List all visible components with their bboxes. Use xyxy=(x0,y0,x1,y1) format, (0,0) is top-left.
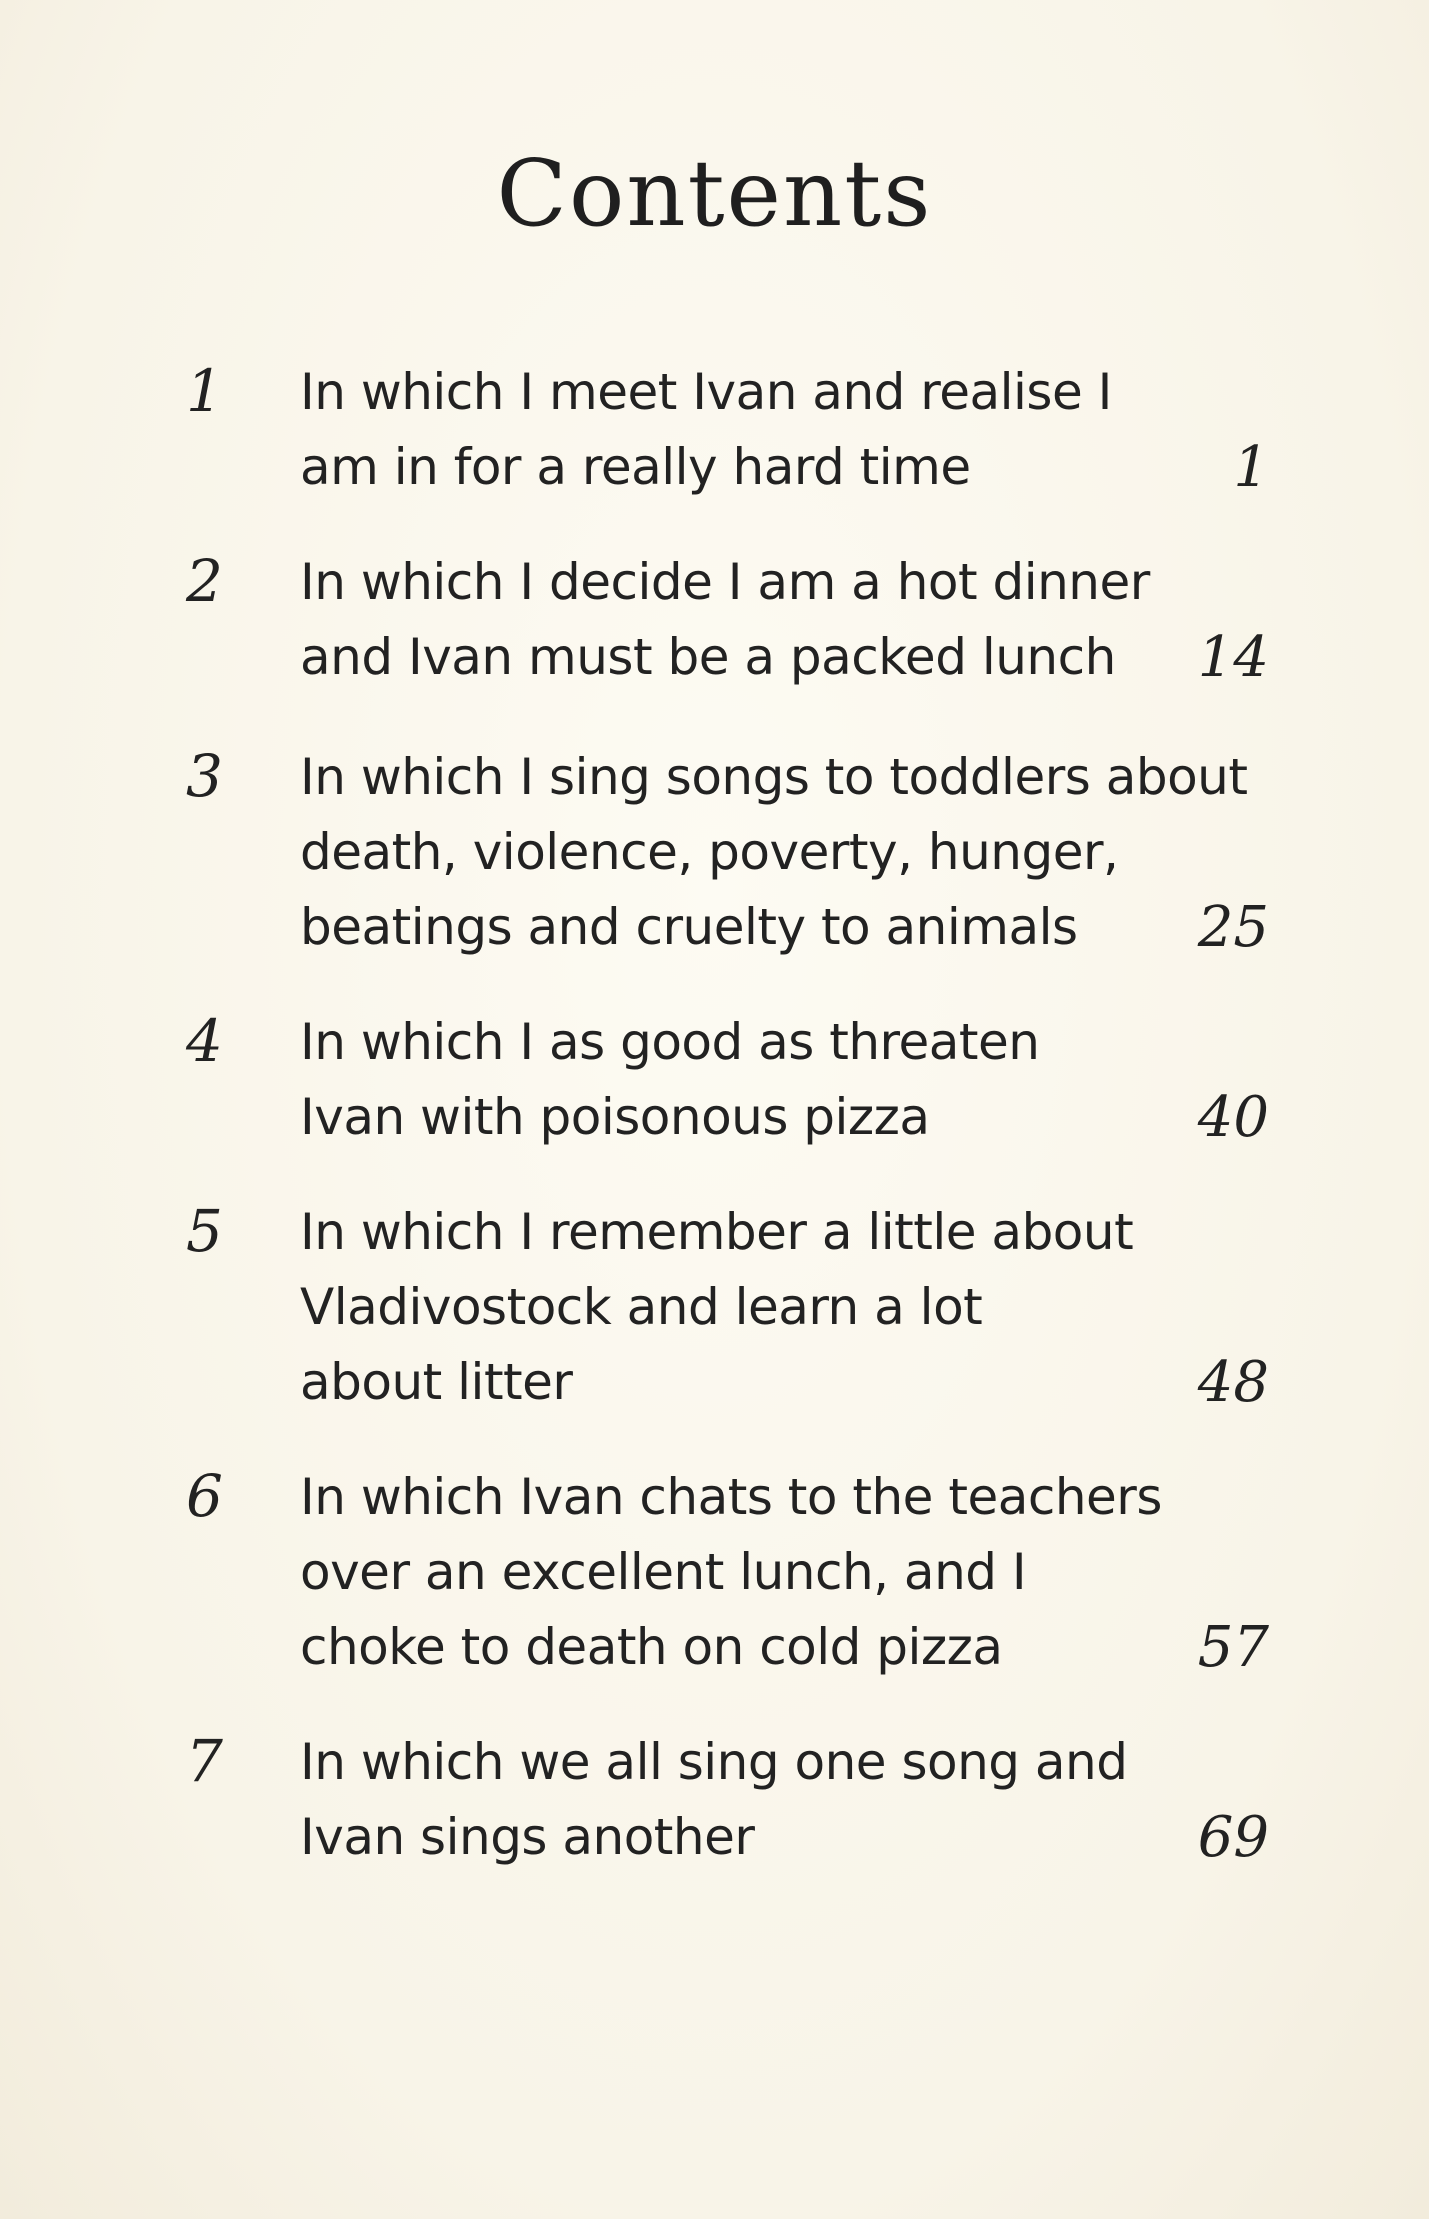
chapter-title-line: am in for a really hard time xyxy=(300,438,971,496)
chapter-title-line: beatings and cruelty to animals xyxy=(300,898,1078,956)
chapter-title-line: In which I as good as threaten xyxy=(300,1013,1040,1071)
chapter-title-line: In which I sing songs to toddlers about xyxy=(300,748,1248,806)
chapter-title-line: Vladivostock and learn a lot xyxy=(300,1278,983,1336)
chapter-title-line: and Ivan must be a packed lunch xyxy=(300,628,1116,686)
chapter-number: 5 xyxy=(186,1197,223,1265)
chapter-page-number: 69 xyxy=(1197,1805,1269,1870)
chapter-page-number: 1 xyxy=(1233,435,1269,500)
chapter-title-line: over an excellent lunch, and I xyxy=(300,1543,1027,1601)
chapter-title-line: In which I decide I am a hot dinner xyxy=(300,553,1150,611)
chapter-number: 7 xyxy=(186,1727,223,1795)
chapter-title-line: In which I remember a little about xyxy=(300,1203,1134,1261)
chapter-page-number: 25 xyxy=(1197,895,1269,960)
chapter-number: 2 xyxy=(186,547,223,615)
chapter-title-line: In which we all sing one song and xyxy=(300,1733,1128,1791)
chapter-title-line: about litter xyxy=(300,1353,573,1411)
chapter-number: 1 xyxy=(186,357,223,425)
chapter-title-line: Ivan sings another xyxy=(300,1808,755,1866)
chapter-title-line: choke to death on cold pizza xyxy=(300,1618,1003,1676)
chapter-title-line: In which Ivan chats to the teachers xyxy=(300,1468,1162,1526)
chapter-page-number: 14 xyxy=(1197,625,1269,690)
chapter-number: 4 xyxy=(186,1007,223,1075)
chapter-title-line: In which I meet Ivan and realise I xyxy=(300,363,1112,421)
chapter-number: 3 xyxy=(186,742,223,810)
chapter-number: 6 xyxy=(186,1462,223,1530)
chapter-title-line: death, violence, poverty, hunger, xyxy=(300,823,1119,881)
chapter-page-number: 48 xyxy=(1197,1350,1269,1415)
chapter-page-number: 57 xyxy=(1197,1615,1269,1680)
chapter-page-number: 40 xyxy=(1197,1085,1269,1150)
chapter-title-line: Ivan with poisonous pizza xyxy=(300,1088,930,1146)
page-title: Contents xyxy=(496,140,933,247)
